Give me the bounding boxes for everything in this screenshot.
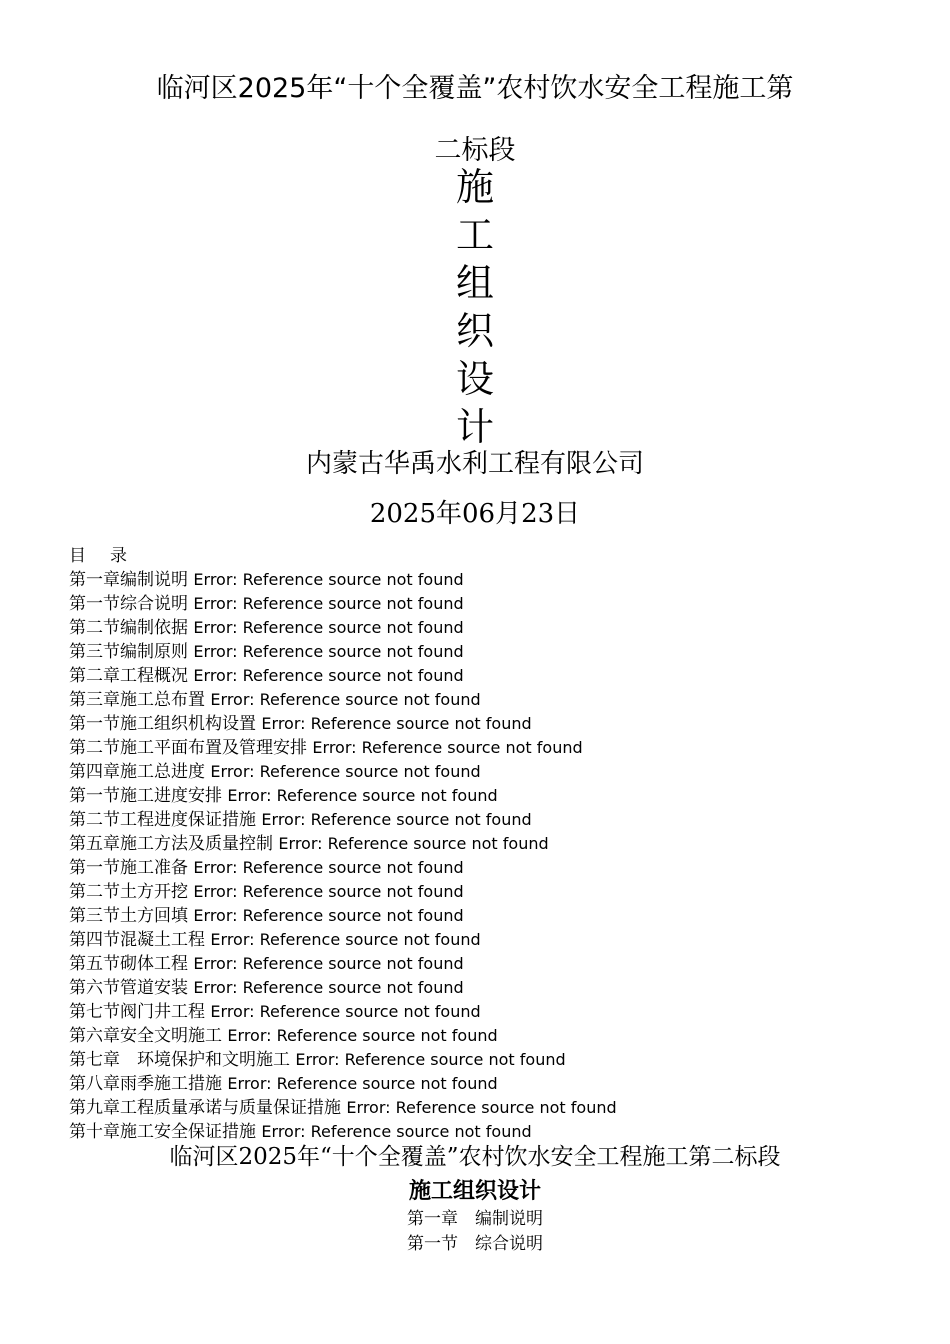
toc-entry[interactable] (69, 712, 889, 736)
toc-entry-label: 第一节施工组织机构设置 (69, 714, 256, 734)
toc-entry[interactable] (69, 904, 889, 928)
toc-entry-label: 第四章施工总进度 (69, 762, 205, 782)
toc-entry-reference-error: Error: Reference source not found (210, 762, 481, 781)
toc-entry-label: 第一章编制说明 (69, 570, 188, 590)
toc-entry[interactable] (69, 880, 889, 904)
toc-entry[interactable] (69, 1096, 889, 1120)
chapter-heading: 第一章 编制说明 (407, 1209, 543, 1229)
section-heading: 第一节 综合说明 (407, 1234, 543, 1254)
toc-entry-label: 第一节综合说明 (69, 594, 188, 614)
toc-entry-label: 第三节编制原则 (69, 642, 188, 662)
vertical-title-char: 施 (455, 165, 494, 209)
toc-entry[interactable] (69, 1072, 889, 1096)
toc-entry-reference-error: Error: Reference source not found (261, 1122, 532, 1141)
toc-entry-label: 第一节施工准备 (69, 858, 188, 878)
toc-entry[interactable] (69, 1000, 889, 1024)
vertical-title-char: 组 (455, 261, 494, 305)
toc-entry-label: 第二章工程概况 (69, 666, 188, 686)
toc-entry-label: 第五节砌体工程 (69, 954, 188, 974)
toc-heading-right: 录 (110, 546, 127, 566)
toc-entry-label: 第六节管道安装 (69, 978, 188, 998)
toc-entry[interactable] (69, 832, 889, 856)
toc-entry-label: 第二节施工平面布置及管理安排 (69, 738, 307, 758)
toc-entry-reference-error: Error: Reference source not found (210, 1002, 481, 1021)
toc-entry[interactable] (69, 784, 889, 808)
document-subtitle: 施工组织设计 (408, 1178, 541, 1204)
cover-title-line-1: 临河区2025年“十个全覆盖”农村饮水安全工程施工第 (156, 73, 794, 104)
toc-entry-reference-error: Error: Reference source not found (227, 1026, 498, 1045)
toc-entry-reference-error: Error: Reference source not found (312, 738, 583, 757)
toc-entry[interactable] (69, 1048, 889, 1072)
toc-entry[interactable] (69, 664, 889, 688)
toc-entry-label: 第一节施工进度安排 (69, 786, 222, 806)
cover-date: 2025年06月23日 (369, 499, 581, 529)
cover-vertical-doc-title (425, 163, 525, 451)
toc-entry[interactable] (69, 856, 889, 880)
toc-entry-reference-error: Error: Reference source not found (193, 906, 464, 925)
toc-entry-label: 第六章安全文明施工 (69, 1026, 222, 1046)
vertical-title-char: 计 (455, 405, 494, 449)
toc-entry[interactable] (69, 592, 889, 616)
toc-entry-reference-error: Error: Reference source not found (193, 570, 464, 589)
toc-entry-label: 第五章施工方法及质量控制 (69, 834, 273, 854)
toc-entry-reference-error: Error: Reference source not found (346, 1098, 617, 1117)
toc-entry-label: 第九章工程质量承诺与质量保证措施 (69, 1098, 341, 1118)
toc-entry[interactable] (69, 808, 889, 832)
toc-entry[interactable] (69, 640, 889, 664)
vertical-title-char: 织 (455, 309, 494, 353)
document-title: 临河区2025年“十个全覆盖”农村饮水安全工程施工第二标段 (169, 1144, 781, 1170)
toc-entry[interactable] (69, 928, 889, 952)
toc-entry-reference-error: Error: Reference source not found (193, 618, 464, 637)
toc-entry[interactable] (69, 616, 889, 640)
toc-entry-reference-error: Error: Reference source not found (193, 978, 464, 997)
toc-entry-reference-error: Error: Reference source not found (193, 594, 464, 613)
toc-entry[interactable] (69, 1024, 889, 1048)
toc-heading (69, 544, 889, 568)
toc-entry-reference-error: Error: Reference source not found (210, 930, 481, 949)
toc-entry-reference-error: Error: Reference source not found (278, 834, 549, 853)
toc-entry[interactable] (69, 736, 889, 760)
toc-entry[interactable] (69, 760, 889, 784)
toc-entry-reference-error: Error: Reference source not found (193, 858, 464, 877)
toc-entry[interactable] (69, 976, 889, 1000)
toc-heading-left: 目 (69, 546, 86, 566)
vertical-title-char: 设 (455, 357, 494, 401)
company-name: 内蒙古华禹水利工程有限公司 (305, 449, 644, 479)
toc-entry-label: 第三节土方回填 (69, 906, 188, 926)
toc-entry-reference-error: Error: Reference source not found (193, 642, 464, 661)
toc-entry-reference-error: Error: Reference source not found (227, 1074, 498, 1093)
toc-entry-label: 第七节阀门井工程 (69, 1002, 205, 1022)
vertical-title-char: 工 (455, 213, 494, 257)
toc-entry-reference-error: Error: Reference source not found (295, 1050, 566, 1069)
toc-entry-reference-error: Error: Reference source not found (261, 810, 532, 829)
cover-title-line-2: 二标段 (434, 135, 516, 166)
toc-entry-label: 第二节工程进度保证措施 (69, 810, 256, 830)
toc-entry-label: 第二节编制依据 (69, 618, 188, 638)
toc-entry-label: 第十章施工安全保证措施 (69, 1122, 256, 1142)
toc-entry-label: 第二节土方开挖 (69, 882, 188, 902)
toc-entry-reference-error: Error: Reference source not found (193, 666, 464, 685)
table-of-contents (69, 544, 889, 1144)
toc-entry-reference-error: Error: Reference source not found (227, 786, 498, 805)
toc-entry[interactable] (69, 568, 889, 592)
toc-entry-label: 第三章施工总布置 (69, 690, 205, 710)
toc-entry-reference-error: Error: Reference source not found (261, 714, 532, 733)
toc-entry-label: 第七章 环境保护和文明施工 (69, 1050, 290, 1070)
toc-entry-label: 第八章雨季施工措施 (69, 1074, 222, 1094)
toc-entry-reference-error: Error: Reference source not found (193, 882, 464, 901)
toc-list (69, 568, 889, 1144)
toc-entry-label: 第四节混凝土工程 (69, 930, 205, 950)
toc-entry[interactable] (69, 952, 889, 976)
toc-entry[interactable] (69, 688, 889, 712)
toc-entry-reference-error: Error: Reference source not found (193, 954, 464, 973)
toc-entry-reference-error: Error: Reference source not found (210, 690, 481, 709)
